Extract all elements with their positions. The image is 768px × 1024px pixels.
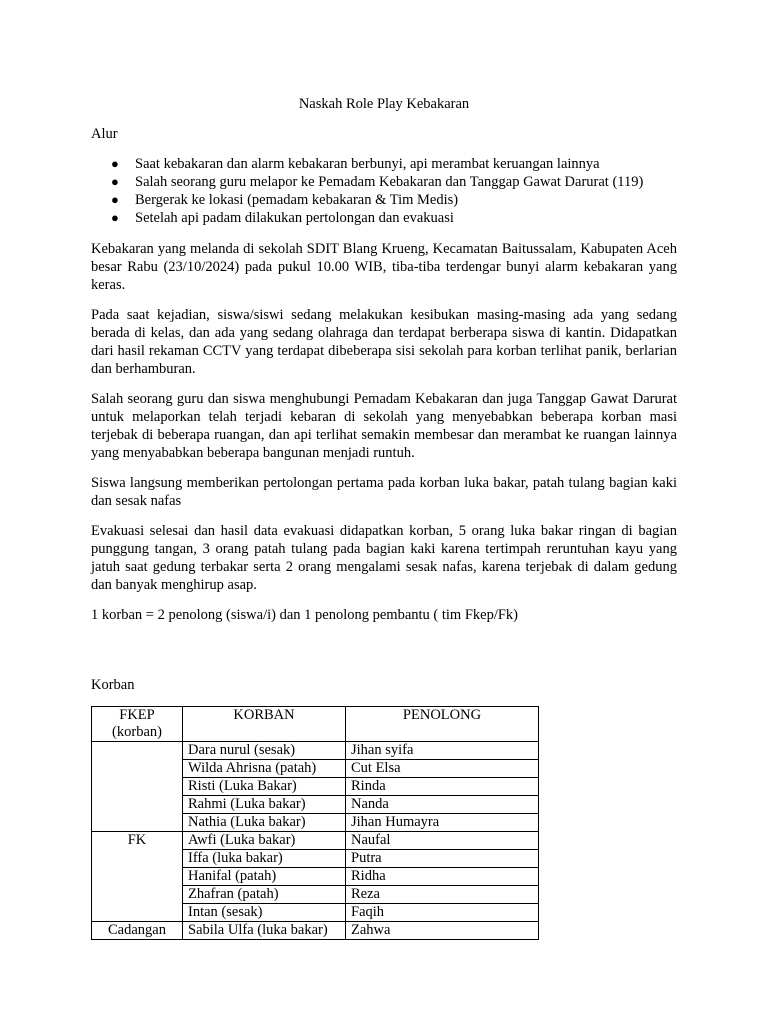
penolong-cell: Putra (346, 850, 539, 868)
table-row (92, 742, 539, 760)
korban-cell: Wilda Ahrisna (patah) (183, 760, 346, 778)
penolong-cell: Cut Elsa (346, 760, 539, 778)
penolong-cell: Zahwa (346, 922, 539, 940)
bullet-icon: ● (111, 192, 119, 207)
korban-cell: Zhafran (patah) (183, 886, 346, 904)
korban-cell: Risti (Luka Bakar) (183, 778, 346, 796)
paragraph-report: Salah seorang guru dan siswa menghubungi Pemadam Kebakaran dan juga Tanggap Gawat Darurat untuk melaporkan telah terjadi kebaran di sekolah yang menyebabkan beberapa korban masi terjebak di beberapa ruangan, dan api terlihat semakin membesar dan merambat ke ruangan lainnya yang menyababkan beberapa bangunan menjadi runtuh. (91, 391, 677, 461)
table-row (92, 832, 539, 850)
korban-cell: Hanifal (patah) (183, 868, 346, 886)
flow-list (91, 155, 677, 227)
spacer (91, 636, 677, 676)
group-cell (92, 742, 183, 832)
document-title: Naskah Role Play Kebakaran (298, 96, 470, 112)
paragraph-situation: Pada saat kejadian, siswa/siswi sedang melakukan kesibukan masing-masing ada yang sedang berada di kelas, dan ada yang sedang olahraga dan terdapat berberapa siswa di kantin. Didapatkan dari hasil rekaman CCTV yang terdapat dibeberapa sisi sekolah para korban terlihat panik, berlarian dan berhamburan. (91, 307, 677, 377)
victim-helper-table (91, 706, 539, 940)
penolong-cell: Naufal (346, 832, 539, 850)
group-cell: Cadangan (92, 922, 183, 940)
list-item: ● Saat kebakaran dan alarm kebakaran berbunyi, api merambat keruangan lainnya (111, 156, 600, 172)
section-heading-alur: Alur (91, 126, 118, 142)
korban-cell: Dara nurul (sesak) (183, 742, 346, 760)
list-item: ● Bergerak ke lokasi (pemadam kebakaran & Tim Medis) (111, 192, 459, 208)
penolong-cell: Jihan Humayra (346, 814, 539, 832)
column-header-korban: KORBAN (183, 707, 346, 742)
table-row (92, 922, 539, 940)
korban-cell: Sabila Ulfa (luka bakar) (183, 922, 346, 940)
penolong-cell: Faqih (346, 904, 539, 922)
penolong-cell: Rinda (346, 778, 539, 796)
document-page (91, 95, 677, 940)
bullet-icon: ● (111, 174, 119, 189)
table-header-row (92, 707, 539, 742)
korban-cell: Rahmi (Luka bakar) (183, 796, 346, 814)
paragraph-first-aid: Siswa langsung memberikan pertolongan pertama pada korban luka bakar, patah tulang bagian kaki dan sesak nafas (91, 475, 677, 509)
list-item: ● Salah seorang guru melapor ke Pemadam Kebakaran dan Tanggap Gawat Darurat (119) (111, 174, 644, 190)
group-cell: FK (92, 832, 183, 922)
column-header-group: FKEP (korban) (92, 707, 183, 742)
paragraph-incident: Kebakaran yang melanda di sekolah SDIT Blang Krueng, Kecamatan Baitussalam, Kabupaten Aceh besar Rabu (23/10/2024) pada pukul 10.00 WIB, tiba-tiba terdengar bunyi alarm kebakaran yang keras. (91, 241, 677, 293)
bullet-icon: ● (111, 210, 119, 225)
penolong-cell: Ridha (346, 868, 539, 886)
korban-cell: Iffa (luka bakar) (183, 850, 346, 868)
korban-cell: Nathia (Luka bakar) (183, 814, 346, 832)
paragraph-evacuation: Evakuasi selesai dan hasil data evakuasi didapatkan korban, 5 orang luka bakar ringan di bagian punggung tangan, 3 orang patah tulang pada bagian kaki karena tertimpah reruntuhan kayu yang jatuh saat gedung terbakar serta 2 orang mengalami sesak nafas, karena terjebak di dalam gedung dan banyak menghirup asap. (91, 523, 677, 593)
list-item: ● Setelah api padam dilakukan pertolongan dan evakuasi (111, 210, 454, 226)
paragraph-ratio: 1 korban = 2 penolong (siswa/i) dan 1 penolong pembantu ( tim Fkep/Fk) (91, 607, 519, 623)
penolong-cell: Jihan syifa (346, 742, 539, 760)
penolong-cell: Reza (346, 886, 539, 904)
korban-cell: Intan (sesak) (183, 904, 346, 922)
korban-cell: Awfi (Luka bakar) (183, 832, 346, 850)
bullet-icon: ● (111, 156, 119, 171)
column-header-penolong: PENOLONG (346, 707, 539, 742)
penolong-cell: Nanda (346, 796, 539, 814)
section-heading-korban: Korban (91, 677, 135, 693)
